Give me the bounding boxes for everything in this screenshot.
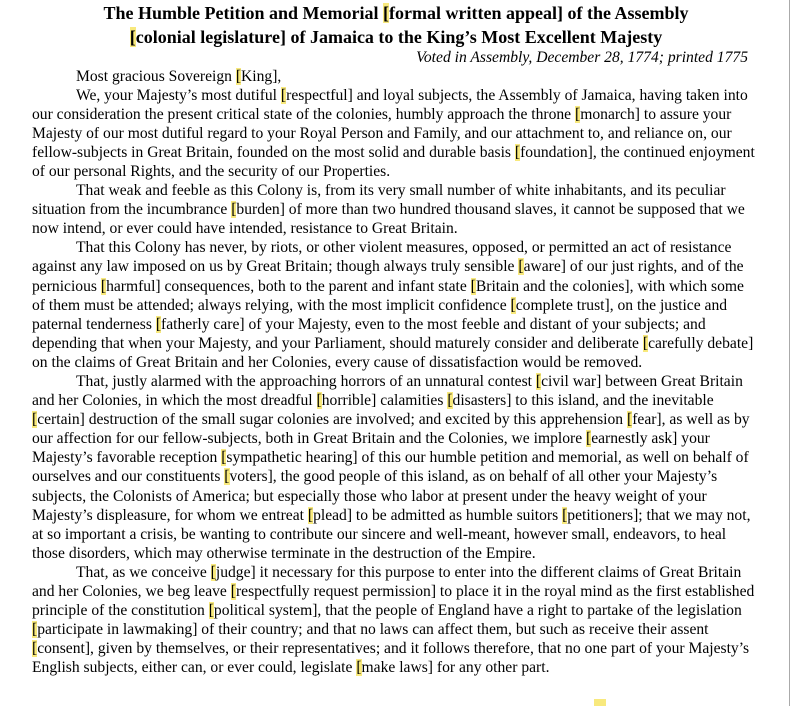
highlighted-bracket: [ <box>155 315 162 333</box>
document-title <box>32 2 760 49</box>
highlighted-bracket: [ <box>129 26 136 47</box>
cutoff-highlight-sliver <box>594 699 606 706</box>
highlighted-bracket: [ <box>562 506 568 524</box>
highlighted-bracket: [ <box>221 449 227 467</box>
title-line-1: The Humble Petition and Memorial [formal written appeal] of the Assembly <box>103 3 689 23</box>
highlighted-bracket: [ <box>470 277 476 295</box>
paragraph: We, your Majesty’s most dutiful [respectful] and loyal subjects, the Assembly of Jamaica, having taken into our consideration the present critical state of the colonies, humbly approach the throne [monarch] to assure your Majesty of our most dutiful regard to your Royal Person and Family, and our attachment to, and reliance on, our fellow-subjects in Great Britain, founded on the most solid and durable basis [foundation], the continued enjoyment of our personal Rights, and the security of our Properties. <box>32 86 755 180</box>
highlighted-bracket: [ <box>208 602 214 620</box>
highlighted-bracket: [ <box>586 430 592 448</box>
paragraph: That weak and feeble as this Colony is, from its very small number of white inhabitants, and its peculiar situation from the incumbrance [burden] of more than two hundred thousand slaves, it cannot be supposed that we now intend, or ever could have intended, resistance to Great Britain. <box>32 182 745 238</box>
highlighted-bracket: [ <box>535 373 542 390</box>
highlighted-bracket: [ <box>210 563 216 581</box>
paragraph-salutation: Most gracious Sovereign [King], <box>76 67 282 85</box>
highlighted-bracket: [ <box>307 506 314 524</box>
highlighted-bracket: [ <box>383 3 389 23</box>
highlighted-bracket: [ <box>32 411 38 429</box>
highlighted-bracket: [ <box>230 583 236 601</box>
highlighted-bracket: [ <box>231 201 237 219</box>
paragraph: That, as we conceive [judge] it necessary for this purpose to enter into the different claims of Great Britain and her Colonies, we beg leave [respectfully request permission] to place it in the royal mind as the first established principle of the constitution [political system], that the people of England have a right to partake of the legislation [participate in lawmaking] of their country; and that no laws can affect them, but such as receive their assent [consent], given by themselves, or their representatives; and it follows therefore, that no one part of your Majesty’s English subjects, either can, or ever could, legislate [make laws] for any other part. <box>32 563 755 677</box>
paragraph: That, justly alarmed with the approaching horrors of an unnatural contest [civil war] between Great Britain and her Colonies, in which the most dreadful [horrible] calamities [disasters] to this island, and the inevitable [certain] destruction of the small sugar colonies are involved; and excited by this apprehension [fear], as well as by our affection for our fellow-subjects, both in Great Britain and the Colonies, we implore [earnestly ask] your Majesty’s favorable reception [sympathetic hearing] of this our humble petition and memorial, as well on behalf of ourselves and our constituents [voters], the good people of this island, as on behalf of all other your Majesty’s subjects, the Colonists of America; but especially those who labor at present under the heavy weight of your Majesty’s displeasure, for whom we entreat [plead] to be admitted as humble suitors [petitioners]; that we may not, at so important a crisis, be wanting to contribute our sincere and well-meant, however small, endeavors, to heal those disorders, which may otherwise terminate in the destruction of the Empire. <box>32 373 751 562</box>
highlighted-bracket: [ <box>642 334 649 352</box>
highlighted-bracket: [ <box>627 411 633 429</box>
highlighted-bracket: [ <box>32 640 38 658</box>
highlighted-bracket: [ <box>316 392 322 410</box>
document-body <box>32 67 760 678</box>
page-edge-line <box>789 0 790 706</box>
highlighted-bracket: [ <box>235 67 242 85</box>
paragraph: That this Colony has never, by riots, or other violent measures, opposed, or permitted an act of resistance against any law imposed on us by Great Britain; though always truly sensible [aware] of our just rights, and of the pernicious [harmful] consequences, both to the parent and infant state [Britain and the colonies], with which some of them must be attended; always relying, with the most implicit confidence [complete trust], on the justice and paternal tenderness [fatherly care] of your Majesty, even to the most feeble and distant of your subjects; and depending that when your Majesty, and your Parliament, should maturely consider and deliberate [carefully debate] on the claims of Great Britain and her Colonies, every cause of dissatisfaction would be removed. <box>32 239 754 371</box>
highlighted-bracket: [ <box>224 468 230 486</box>
highlighted-bracket: [ <box>447 392 453 410</box>
highlighted-bracket: [ <box>510 296 516 314</box>
highlighted-bracket: [ <box>575 105 581 123</box>
highlighted-bracket: [ <box>514 143 521 161</box>
highlighted-bracket: [ <box>100 277 107 295</box>
highlighted-bracket: [ <box>518 258 524 276</box>
highlighted-bracket: [ <box>32 621 38 639</box>
highlighted-bracket: [ <box>356 659 362 677</box>
title-line-2: [colonial legislature] of Jamaica to the King’s Most Excellent Majesty <box>129 26 663 47</box>
highlighted-bracket: [ <box>280 86 287 104</box>
byline: Voted in Assembly, December 28, 1774; printed 1775 <box>416 49 748 66</box>
